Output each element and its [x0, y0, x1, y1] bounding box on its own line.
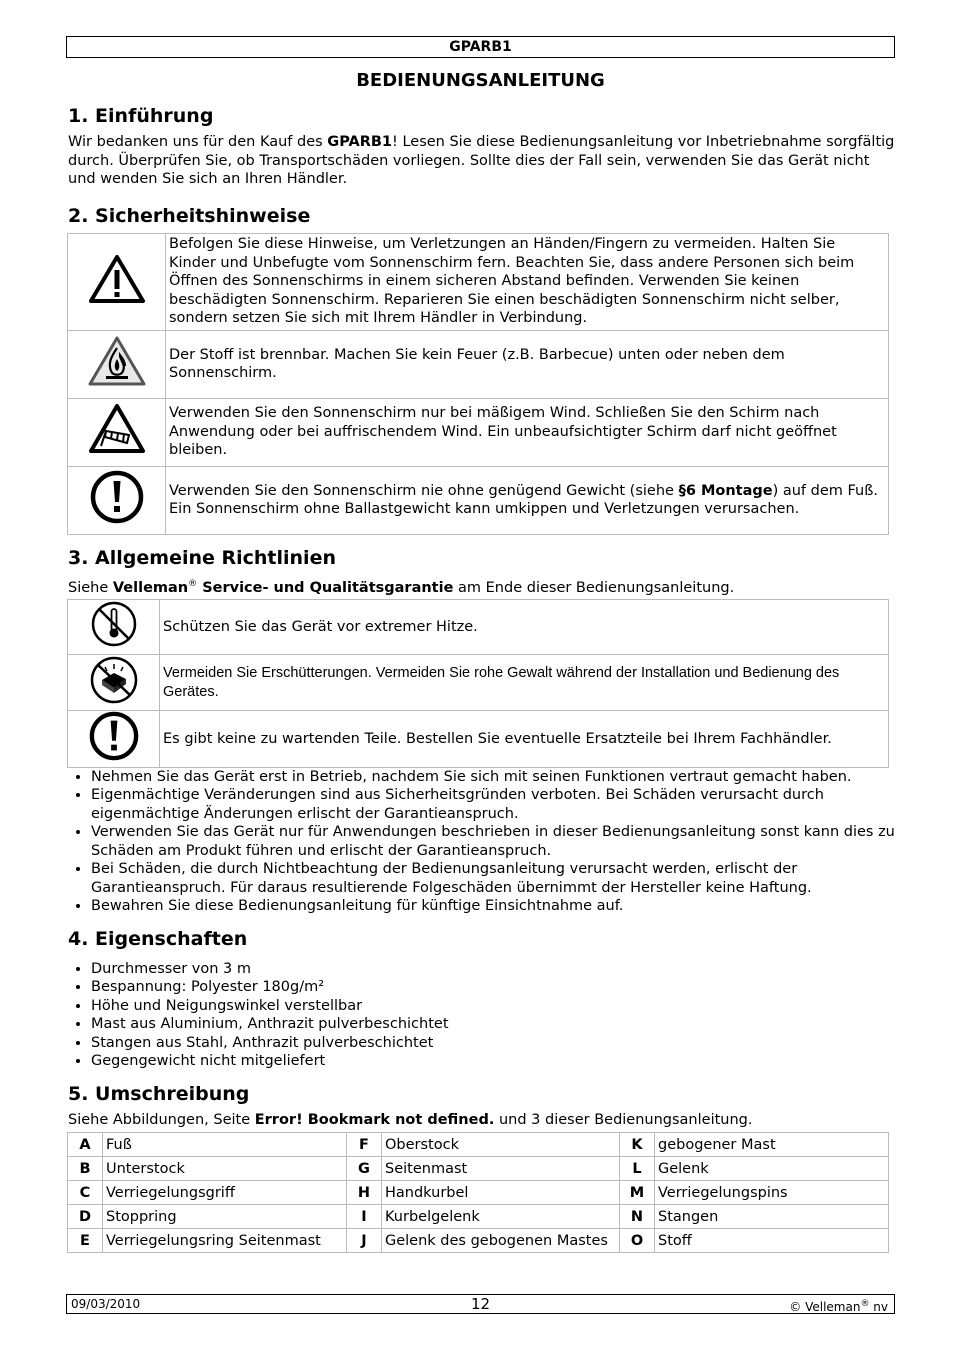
- part-key: D: [68, 1205, 103, 1229]
- part-name: Stangen: [655, 1205, 889, 1229]
- flammable-icon: [68, 330, 166, 398]
- guideline-text: Schützen Sie das Gerät vor extremer Hitze.: [160, 599, 889, 654]
- part-key: L: [620, 1157, 655, 1181]
- safety-text: Der Stoff ist brennbar. Machen Sie kein Feuer (z.B. Barbecue) unten oder neben dem Sonnenschirm.: [166, 330, 889, 398]
- guidelines-intro: Siehe Velleman® Service- und Qualitätsgarantie am Ende dieser Bedienungsanleitung.: [68, 578, 735, 596]
- list-item: • Nehmen Sie das Gerät erst in Betrieb, nachdem Sie sich mit seinen Funktionen vertraut gemacht haben.: [91, 768, 895, 787]
- guideline-text: Vermeiden Sie Erschütterungen. Vermeiden Sie rohe Gewalt während der Installation und Bedienung des Gerätes.: [160, 654, 889, 711]
- section-heading-safety: 2. Sicherheitshinweise: [68, 204, 311, 227]
- no-shock-icon: [68, 654, 160, 711]
- part-key: I: [347, 1205, 382, 1229]
- part-name: Unterstock: [103, 1157, 347, 1181]
- part-key: A: [68, 1133, 103, 1157]
- part-key: C: [68, 1181, 103, 1205]
- table-row: [68, 1181, 889, 1205]
- page-number: 12: [470, 1295, 491, 1313]
- description-intro: Siehe Abbildungen, Seite Error! Bookmark not defined. und 3 dieser Bedienungsanleitung.: [68, 1111, 753, 1128]
- list-item: • Gegengewicht nicht mitgeliefert: [91, 1052, 895, 1071]
- part-key: K: [620, 1133, 655, 1157]
- part-name: gebogener Mast: [655, 1133, 889, 1157]
- part-name: Fuß: [103, 1133, 347, 1157]
- features-list: [66, 960, 895, 1071]
- list-item: • Mast aus Aluminium, Anthrazit pulverbeschichtet: [91, 1015, 895, 1034]
- safety-table: [67, 233, 889, 535]
- list-item: • Höhe und Neigungswinkel verstellbar: [91, 997, 895, 1016]
- manual-page: [66, 36, 895, 1253]
- guidelines-list: [66, 768, 895, 916]
- part-name: Verriegelungsgriff: [103, 1181, 347, 1205]
- part-name: Oberstock: [382, 1133, 620, 1157]
- footer-copyright: © Velleman® nv: [789, 1299, 888, 1314]
- part-name: Verriegelungspins: [655, 1181, 889, 1205]
- part-name: Stoff: [655, 1229, 889, 1253]
- safety-row: [68, 466, 889, 534]
- safety-row: [68, 233, 889, 330]
- part-name: Stoppring: [103, 1205, 347, 1229]
- list-item: • Bei Schäden, die durch Nichtbeachtung der Bedienungsanleitung verursacht werden, erlischt der Garantieanspruch. Für daraus resultierende Folgeschäden übernimmt der Hersteller keine Haftung.: [91, 860, 895, 897]
- part-key: M: [620, 1181, 655, 1205]
- warning-icon: [68, 233, 166, 330]
- safety-text: Verwenden Sie den Sonnenschirm nur bei mäßigem Wind. Schließen Sie den Schirm nach Anwendung oder bei auffrischendem Wind. Ein unbeaufsichtigter Schirm darf nicht geöffnet bleiben.: [166, 398, 889, 466]
- part-name: Verriegelungsring Seitenmast: [103, 1229, 347, 1253]
- part-name: Handkurbel: [382, 1181, 620, 1205]
- part-key: G: [347, 1157, 382, 1181]
- table-row: [68, 1157, 889, 1181]
- page-footer: [66, 1294, 895, 1314]
- table-row: [68, 1205, 889, 1229]
- document-title: BEDIENUNGSANLEITUNG: [356, 70, 605, 91]
- list-item: • Verwenden Sie das Gerät nur für Anwendungen beschrieben in dieser Bedienungsanleitung sonst kann dies zu Schäden am Produkt führen und erlischt der Garantieanspruch.: [91, 823, 895, 860]
- guideline-row: [68, 711, 889, 768]
- introduction-text: Wir bedanken uns für den Kauf des GPARB1! Lesen Sie diese Bedienungsanleitung vor Inbetriebnahme sorgfältig durch. Überprüfen Sie, ob Transportschäden vorliegen. Sollte dies der Fall sein, verwenden Sie das Gerät nicht und wenden Sie sich an Ihren Händler.: [68, 134, 895, 187]
- list-item: • Bespannung: Polyester 180g/m²: [91, 978, 895, 997]
- list-item: • Bewahren Sie diese Bedienungsanleitung für künftige Einsichtnahme auf.: [91, 897, 895, 916]
- part-key: E: [68, 1229, 103, 1253]
- wind-warning-icon: [68, 398, 166, 466]
- part-name: Gelenk des gebogenen Mastes: [382, 1229, 620, 1253]
- list-item: • Eigenmächtige Veränderungen sind aus Sicherheitsgründen verboten. Bei Schäden verursacht durch eigenmächtige Änderungen erlischt der Garantieanspruch.: [91, 786, 895, 823]
- part-key: H: [347, 1181, 382, 1205]
- safety-row: [68, 398, 889, 466]
- part-key: O: [620, 1229, 655, 1253]
- list-item: • Durchmesser von 3 m: [91, 960, 895, 979]
- part-name: Seitenmast: [382, 1157, 620, 1181]
- part-key: B: [68, 1157, 103, 1181]
- footer-date: 09/03/2010: [71, 1297, 141, 1311]
- parts-table: [67, 1132, 889, 1253]
- table-row: [68, 1229, 889, 1253]
- safety-row: [68, 330, 889, 398]
- exclamation-circle-icon: [68, 711, 160, 768]
- model-header: GPARB1: [66, 36, 895, 58]
- section-heading-description: 5. Umschreibung: [68, 1082, 250, 1105]
- section-heading-features: 4. Eigenschaften: [68, 927, 248, 950]
- guideline-text: Es gibt keine zu wartenden Teile. Bestellen Sie eventuelle Ersatzteile bei Ihrem Fachhändler.: [160, 711, 889, 768]
- section-heading-introduction: 1. Einführung: [68, 105, 214, 127]
- part-key: N: [620, 1205, 655, 1229]
- safety-text: Verwenden Sie den Sonnenschirm nie ohne genügend Gewicht (siehe §6 Montage) auf dem Fuß. Ein Sonnenschirm ohne Ballastgewicht kann umkippen und Verletzungen verursachen.: [166, 466, 889, 534]
- safety-text: Befolgen Sie diese Hinweise, um Verletzungen an Händen/Fingern zu vermeiden. Halten Sie Kinder und Unbefugte vom Sonnenschirm fern. Beachten Sie, dass andere Personen sich beim Öffnen des Sonnenschirms in einem sicheren Abstand befinden. Verwenden Sie keinen beschädigten Sonnenschirm. Reparieren Sie einen beschädigten Sonnenschirm nicht selber, sondern setzen Sie sich mit Ihrem Händler in Verbindung.: [166, 233, 889, 330]
- no-heat-icon: [68, 599, 160, 654]
- guidelines-table: [67, 599, 889, 768]
- guideline-row: [68, 599, 889, 654]
- part-key: F: [347, 1133, 382, 1157]
- section-heading-guidelines: 3. Allgemeine Richtlinien: [68, 546, 336, 569]
- part-name: Kurbelgelenk: [382, 1205, 620, 1229]
- table-row: [68, 1133, 889, 1157]
- guideline-row: [68, 654, 889, 711]
- part-name: Gelenk: [655, 1157, 889, 1181]
- exclamation-circle-icon: [68, 466, 166, 534]
- part-key: J: [347, 1229, 382, 1253]
- list-item: • Stangen aus Stahl, Anthrazit pulverbeschichtet: [91, 1034, 895, 1053]
